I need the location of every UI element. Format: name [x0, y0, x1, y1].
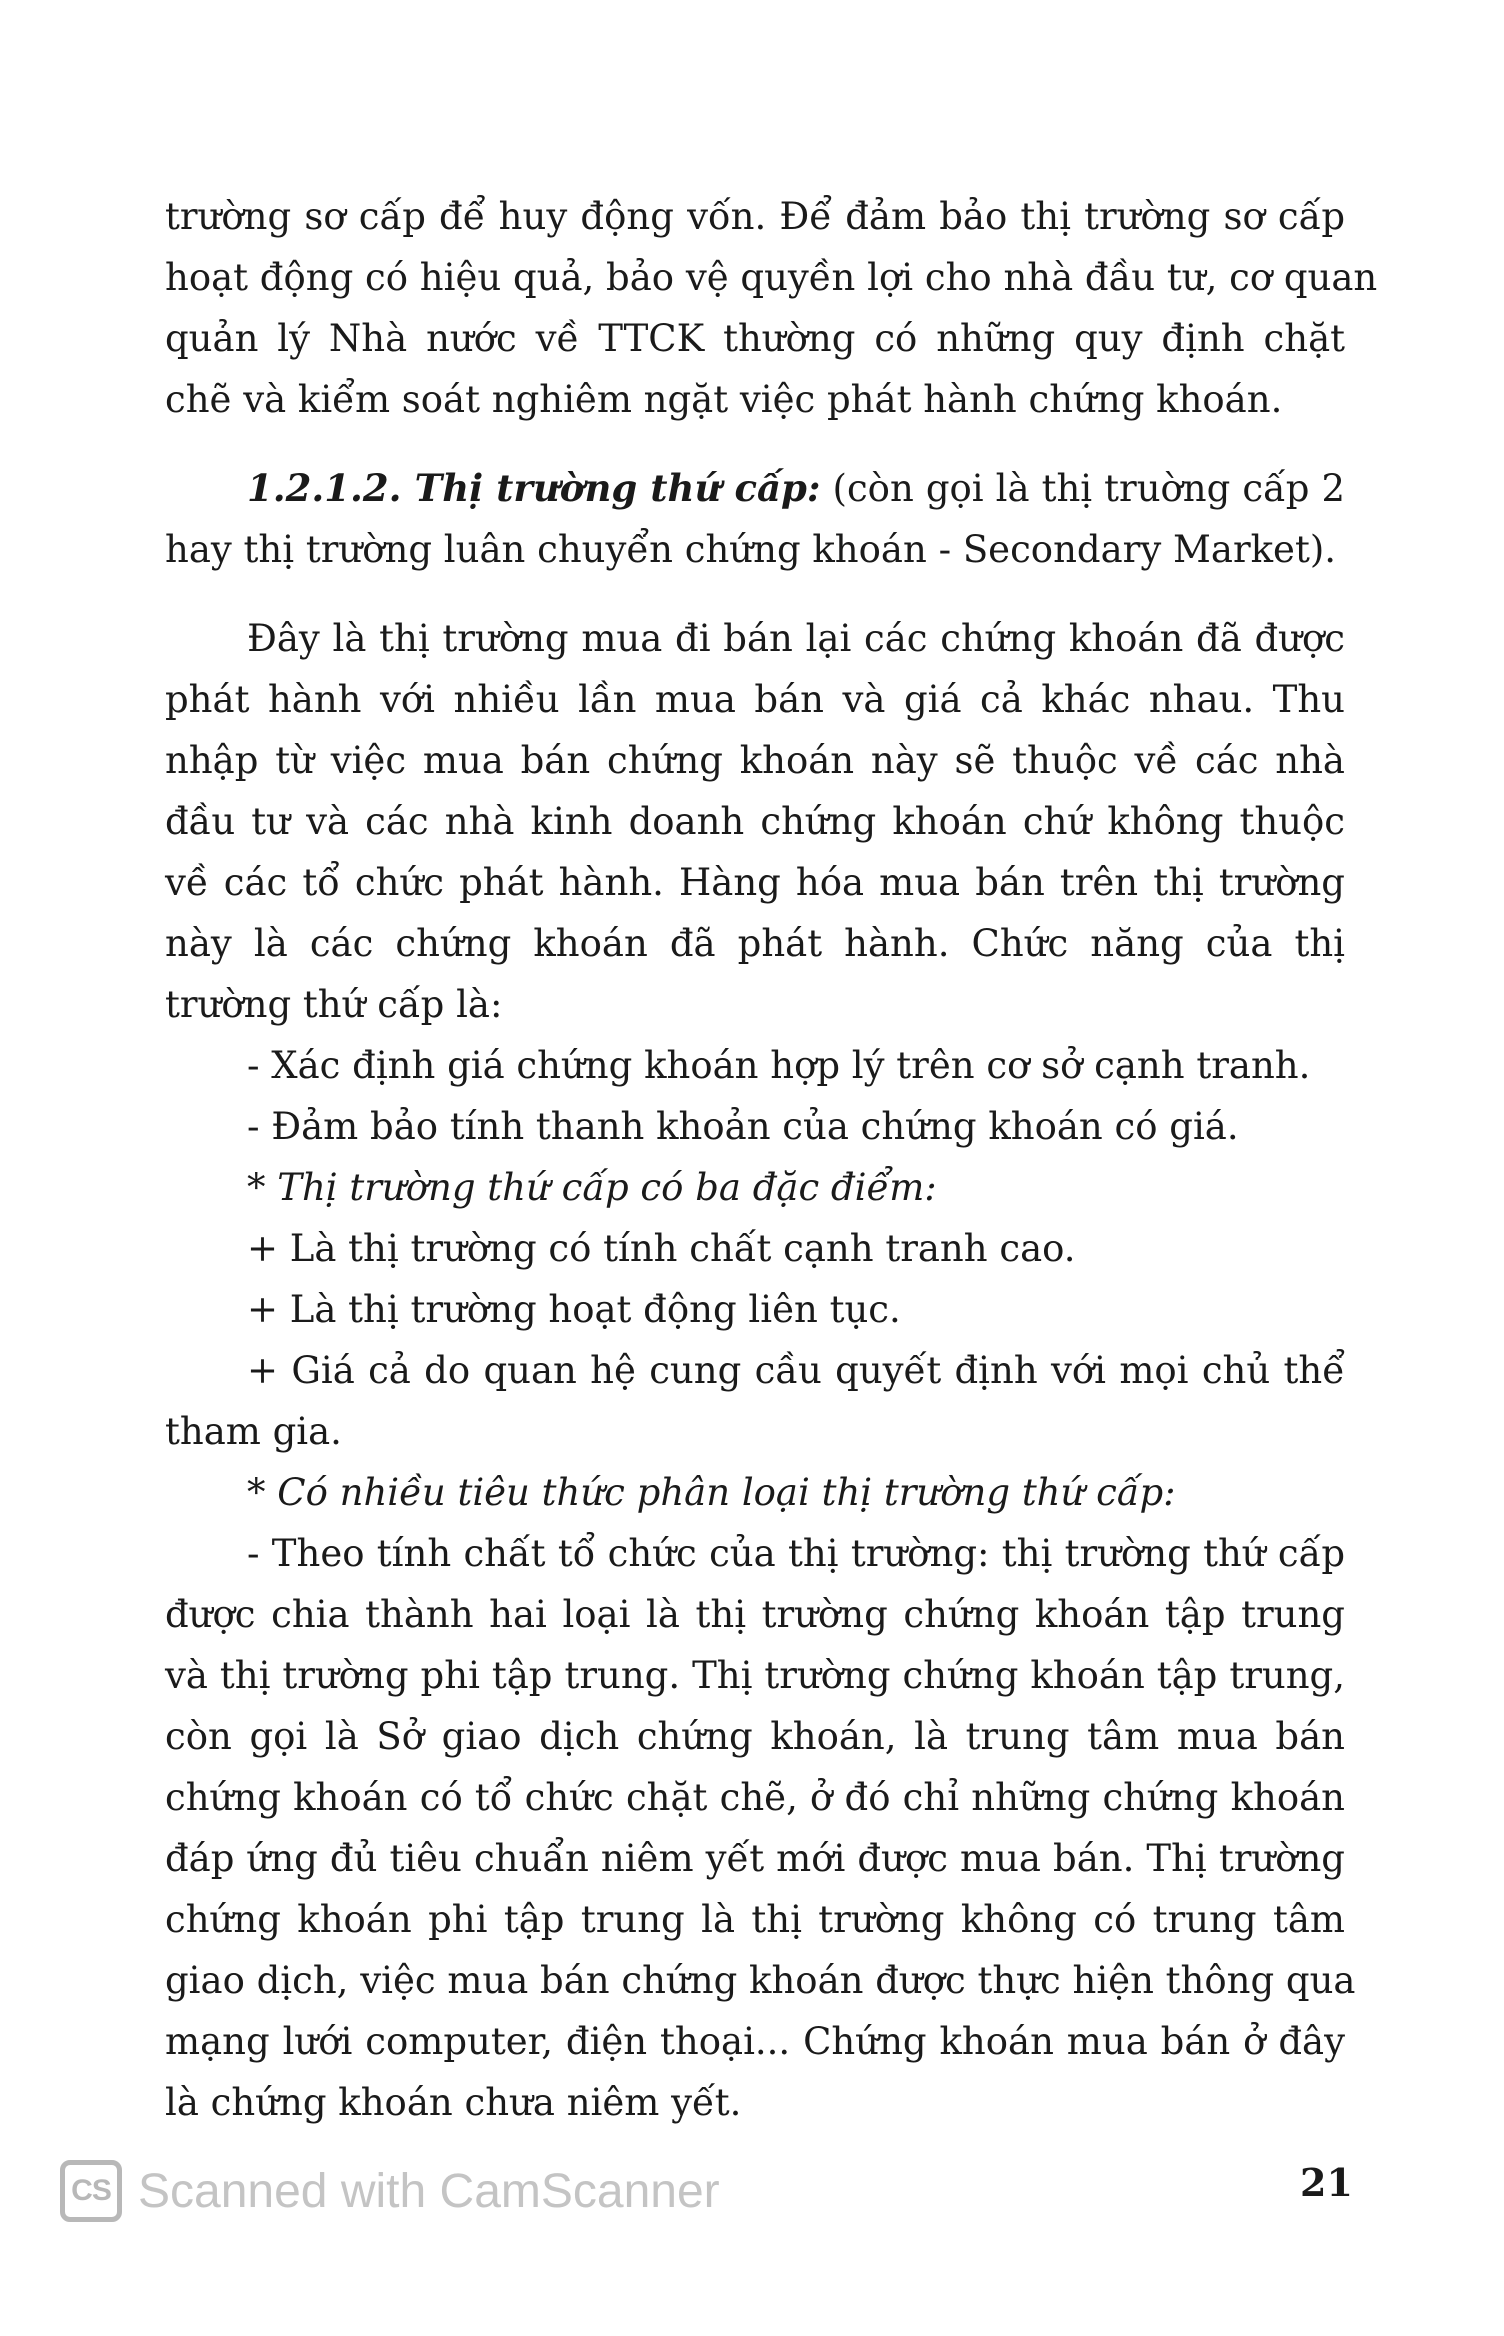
text-line: quản lý Nhà nước về TTCK thường có những quy định chặt: [165, 317, 1345, 360]
paragraph-1: [165, 186, 1378, 430]
text-line: đầu tư và các nhà kinh doanh chứng khoán chứ không thuộc: [165, 800, 1345, 843]
text-line: chứng khoán phi tập trung là thị trường không có trung tâm: [165, 1898, 1345, 1941]
text-line: - Theo tính chất tổ chức của thị trường: thị trường thứ cấp: [247, 1532, 1345, 1575]
text-line: Đây là thị trường mua đi bán lại các chứng khoán đã được: [247, 617, 1345, 660]
watermark-text: Scanned with CamScanner: [138, 2164, 720, 2218]
classification-paragraph: [165, 1523, 1356, 2133]
text-line: về các tổ chức phát hành. Hàng hóa mua bán trên thị trường: [165, 861, 1345, 904]
text-line: chứng khoán có tổ chức chặt chẽ, ở đó chỉ những chứng khoán: [165, 1776, 1345, 1819]
list-item: - Đảm bảo tính thanh khoản của chứng khoán có giá.: [247, 1105, 1239, 1148]
text-line: được chia thành hai loại là thị trường chứng khoán tập trung: [165, 1593, 1345, 1636]
section-title-rest: (còn gọi là thị truờng cấp 2: [820, 467, 1346, 510]
features-list: [165, 1218, 1345, 1462]
text-line: trường thứ cấp là:: [165, 983, 503, 1026]
text-line: còn gọi là Sở giao dịch chứng khoán, là trung tâm mua bán: [165, 1715, 1345, 1758]
text-line: nhập từ việc mua bán chứng khoán này sẽ thuộc về các nhà: [165, 739, 1345, 782]
text-line: giao dịch, việc mua bán chứng khoán được thực hiện thông qua: [165, 1959, 1356, 2002]
text-line: hay thị trường luân chuyển chứng khoán - Secondary Market).: [165, 528, 1337, 571]
list-item: + Giá cả do quan hệ cung cầu quyết định với mọi chủ thể: [247, 1349, 1345, 1392]
text-line: hoạt động có hiệu quả, bảo vệ quyền lợi cho nhà đầu tư, cơ quan: [165, 256, 1378, 299]
section-title: 1.2.1.2. Thị trường thứ cấp:: [247, 466, 821, 510]
text-line: này là các chứng khoán đã phát hành. Chức năng của thị: [165, 922, 1345, 965]
list-item: - Xác định giá chứng khoán hợp lý trên cơ sở cạnh tranh.: [247, 1044, 1311, 1087]
paragraph-2: [165, 608, 1345, 1035]
text-line: trường sơ cấp để huy động vốn. Để đảm bảo thị trường sơ cấp: [165, 195, 1345, 238]
features-heading: * Thị trường thứ cấp có ba đặc điểm:: [247, 1166, 937, 1209]
classification-heading: * Có nhiều tiêu thức phân loại thị trường thứ cấp:: [247, 1471, 1176, 1514]
list-item: + Là thị trường có tính chất cạnh tranh cao.: [247, 1227, 1076, 1270]
section-heading: [165, 458, 1345, 580]
page-number: 21: [1300, 2160, 1353, 2205]
heading-line: [165, 458, 1345, 519]
text-line: mạng lưới computer, điện thoại... Chứng khoán mua bán ở đây: [165, 2020, 1345, 2063]
camscanner-logo-icon: CS: [60, 2160, 122, 2222]
text-line: chẽ và kiểm soát nghiêm ngặt việc phát hành chứng khoán.: [165, 378, 1283, 421]
functions-list: [165, 1035, 1345, 1157]
text-line: và thị trường phi tập trung. Thị trường chứng khoán tập trung,: [165, 1654, 1345, 1697]
list-item: + Là thị trường hoạt động liên tục.: [247, 1288, 901, 1331]
text-line: đáp ứng đủ tiêu chuẩn niêm yết mới được mua bán. Thị trường: [165, 1837, 1345, 1880]
text-line: là chứng khoán chưa niêm yết.: [165, 2081, 742, 2124]
page-body: [165, 186, 1378, 2133]
camscanner-watermark: [60, 2160, 720, 2222]
list-item-continuation: tham gia.: [165, 1410, 342, 1453]
text-line: phát hành với nhiều lần mua bán và giá cả khác nhau. Thu: [165, 678, 1345, 721]
